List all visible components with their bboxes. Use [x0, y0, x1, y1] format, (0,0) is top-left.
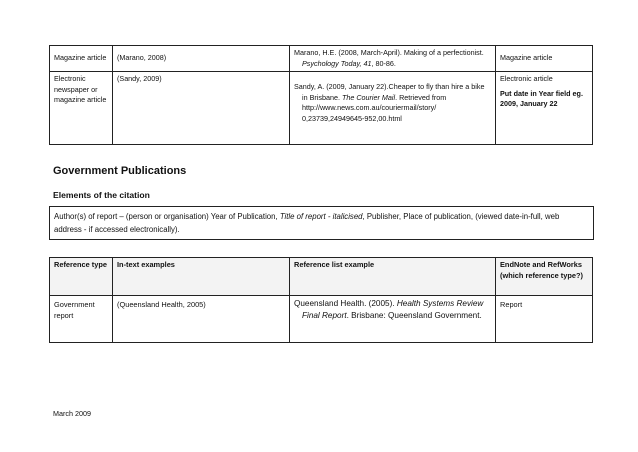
- table-row: [50, 296, 593, 343]
- reference-italic-text: Health Systems Review Final Report: [302, 299, 484, 320]
- citation-elements-box: [49, 206, 594, 240]
- in-text-example-cell: (Sandy, 2009): [113, 72, 290, 145]
- reference-text-tail: . Brisbane: Queensland Government.: [346, 310, 482, 320]
- government-publications-table: [49, 257, 593, 343]
- table-row: [50, 46, 593, 72]
- reference-list-example-cell: [290, 296, 496, 343]
- citation-elements-tail: , Publisher, Place of publication, (viewed date-in-full, web address - if accessed electronically).: [54, 212, 560, 234]
- page-footer: March 2009: [53, 409, 91, 418]
- endnote-type-cell: Report: [496, 296, 593, 343]
- endnote-note: Put date in Year field eg. 2009, January 22: [500, 88, 583, 108]
- in-text-example-cell: (Queensland Health, 2005): [113, 296, 290, 343]
- in-text-example-cell: (Marano, 2008): [113, 46, 290, 72]
- reference-italic-text: Psychology Today, 41: [302, 58, 372, 68]
- reference-text: Queensland Health. (2005).: [294, 299, 397, 308]
- reference-list-example-cell: [290, 72, 496, 145]
- endnote-type-cell: [496, 72, 593, 145]
- reference-list-example-cell: [290, 46, 496, 72]
- citation-elements-italic: Title of report - italicised: [279, 212, 363, 221]
- reference-text: Marano, H.E. (2008, March-April). Making of a perfectionist.: [294, 48, 484, 57]
- section-subheading: Elements of the citation: [53, 190, 150, 200]
- reference-text-tail: . Retrieved from http://www.news.com.au/couriermail/story/ 0,23739,24949645-952,00.html: [302, 92, 447, 123]
- section-heading: Government Publications: [53, 165, 187, 177]
- reference-text-tail: , 80-86.: [371, 58, 396, 68]
- magazine-article-table: [49, 45, 593, 145]
- endnote-type-label: Electronic article: [500, 74, 553, 83]
- endnote-type-cell: Magazine article: [496, 46, 593, 72]
- reference-type-cell: Magazine article: [50, 46, 113, 72]
- reference-type-cell: Government report: [50, 296, 113, 343]
- reference-italic-text: The Courier Mail: [341, 92, 396, 102]
- reference-text: Sandy, A. (2009, January 22).Cheaper to fly than hire a bike in Brisbane.: [294, 82, 485, 102]
- column-header-reference-list: Reference list example: [290, 258, 496, 296]
- column-header-endnote: EndNote and RefWorks (which reference type?): [496, 258, 593, 296]
- reference-type-cell: Electronic newspaper or magazine article: [50, 72, 113, 145]
- column-header-in-text: In-text examples: [113, 258, 290, 296]
- table-header-row: [50, 258, 593, 296]
- citation-elements-text: Author(s) of report – (person or organisation) Year of Publication,: [54, 212, 280, 221]
- column-header-reference-type: Reference type: [50, 258, 113, 296]
- table-row: [50, 72, 593, 145]
